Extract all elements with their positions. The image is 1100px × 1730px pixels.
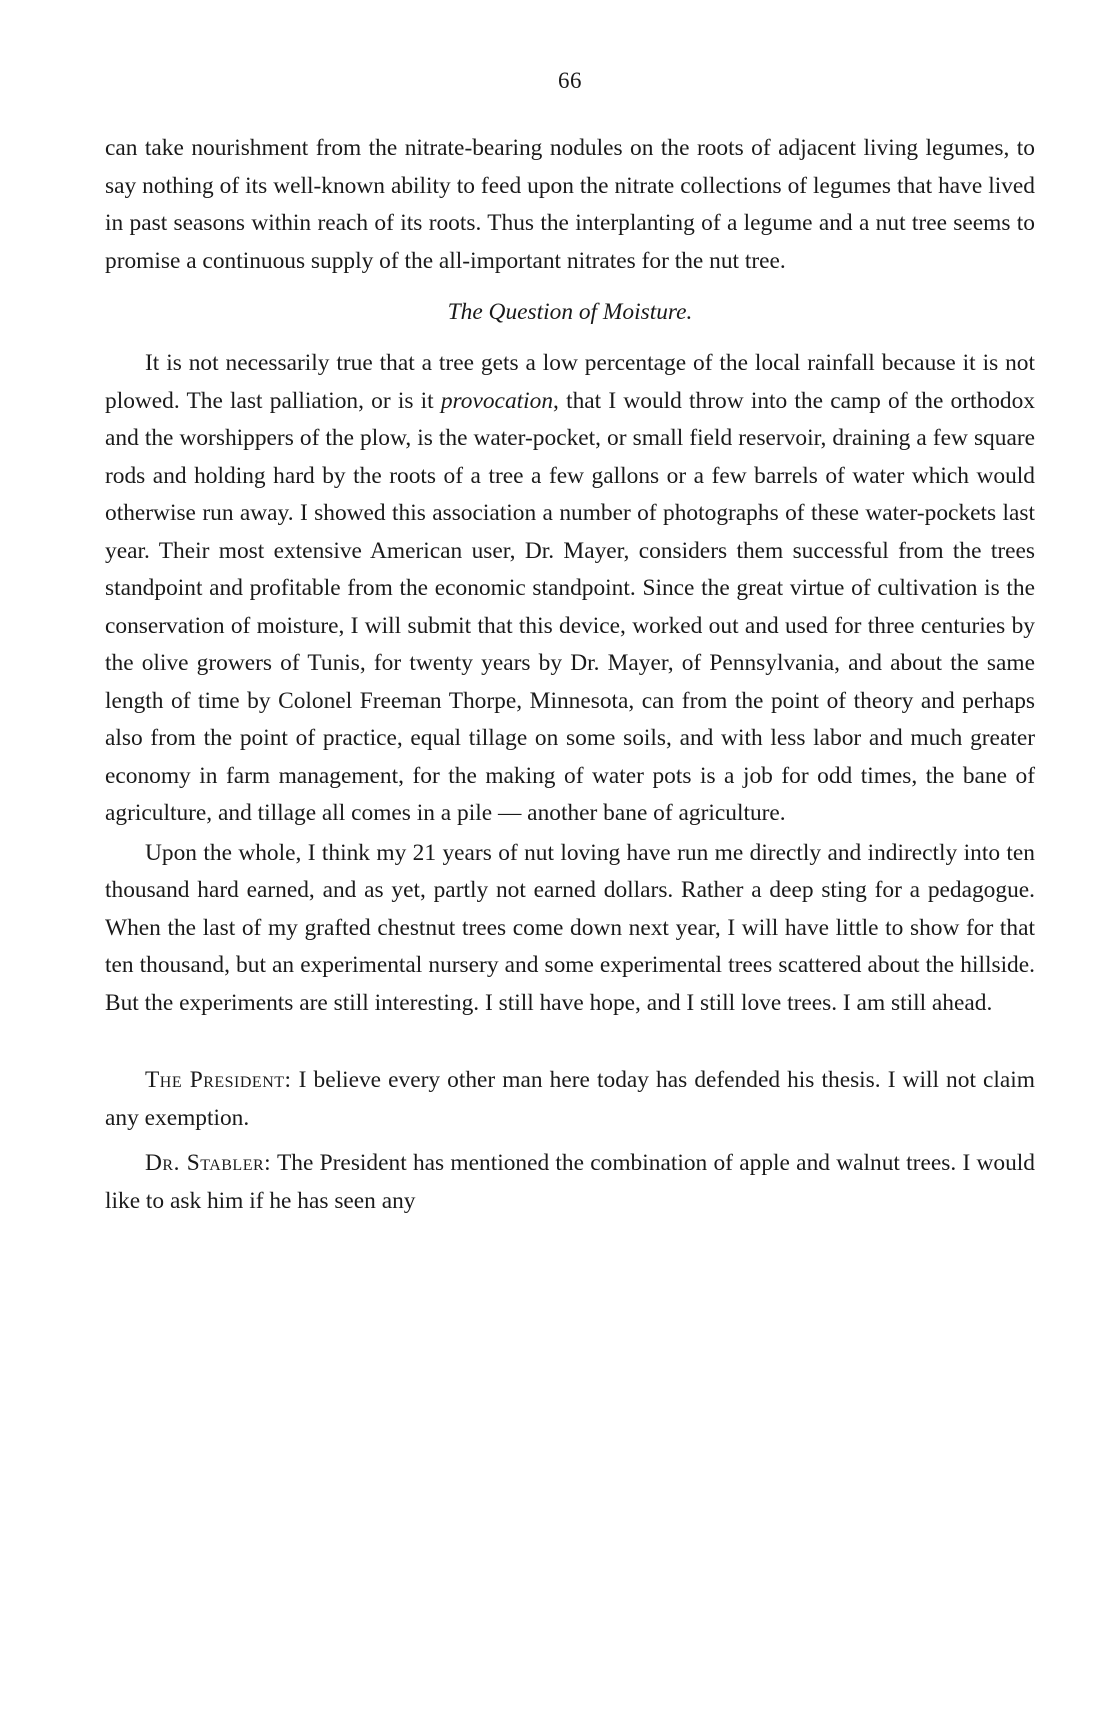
moisture-paragraph — [105, 345, 1035, 833]
dialogue-president — [105, 1062, 1035, 1137]
section-heading: The Question of Moisture. — [447, 299, 693, 325]
moisture-text-3: and the worshippers of the plow, is the water-pocket, or small field reservoir, draining a few square rods and holding hard by the roots of a tree a few gallons or a few barrels of water which would otherwise run away. I showed this association a number of photographs of these water-pockets last year. Their most extensive American user, Dr. Mayer, considers them successful from the trees standpoint and profitable from the economic standpoint. Since the great virtue of cultivation is the conservation of moisture, I will submit that this device, worked out and used for three centuries by the olive growers of Tunis, for twenty years by Dr. Mayer, of Pennsylvania, and about the same length of time by Colonel Freeman Thorpe, Minnesota, can from the point of theory and perhaps also from the point of practice, equal tillage on some soils, and with less labor and much greater economy in farm management, for the making of water pots is a job for odd times, the bane of agriculture, and tillage all comes in a pile — another bane of agriculture. — [105, 425, 1035, 826]
moisture-text-2: , that I would — [553, 387, 690, 414]
speaker-president: The President: — [145, 1067, 292, 1093]
moisture-italic-provocation: provocation — [440, 387, 554, 414]
dialogue-stabler — [105, 1145, 1035, 1220]
moisture-italic-phrase: throw into the camp of the orthodox — [689, 387, 1035, 414]
speaker-stabler: Dr. Stabler: — [145, 1150, 272, 1176]
dialogue-president-text: I believe every other man here today has defended his thesis. I will not claim any exemption. — [105, 1067, 1035, 1131]
document-page — [105, 68, 1035, 1220]
continuation-paragraph: can take nourishment from the nitrate-bearing nodules on the roots of adjacent living legumes, to say nothing of its well-known ability to feed upon the nitrate collections of legumes that have lived in past seasons within reach of its roots. Thus the interplanting of a legume and a nut tree seems to promise a continuous supply of the all-important nitrates for the nut tree. — [105, 135, 1035, 274]
page-number: 66 — [558, 68, 582, 93]
whole-paragraph: Upon the whole, I think my 21 years of nut loving have run me directly and indirectly into ten thousand hard earned, and as yet, partly not earned dollars. Rather a deep sting for a pedagogue. When the last of my grafted chestnut trees come down next year, I will have little to show for that ten thousand, but an experimental nursery and some experimental trees scattered about the hillside. But the experiments are still interesting. I still have hope, and I still love trees. I am still ahead. — [105, 839, 1035, 1016]
moisture-text-1: It is not necessarily true that a tree gets a low percentage of the local rainfall because it is not plowed. The last palliation, or is it — [105, 350, 1035, 414]
dialogue-stabler-text: The President has mentioned the combination of apple and walnut trees. I would like to ask him if he has seen any — [105, 1150, 1035, 1214]
spacer — [105, 1022, 1035, 1062]
